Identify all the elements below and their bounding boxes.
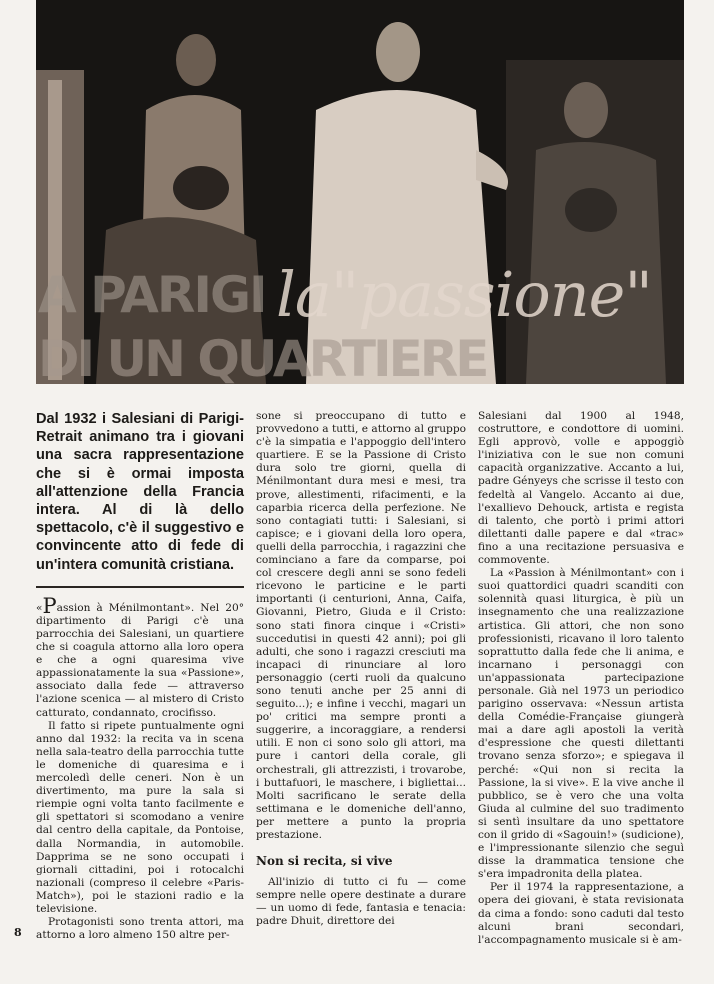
headline-part2: la"passione" (276, 258, 652, 331)
stage-photo (36, 0, 684, 384)
paragraph: «Passion à Ménilmontant». Nel 20° dipartimento di Parigi c'è una parrocchia dei Salesiani, un quartiere che si coagula attorno alla loro opera e che a ogni quaresima vive appassionatamente la sua «Passione», associato dalla fede — attraverso l'azione scenica — al mistero di Cristo catturato, condannato, crocifisso. (36, 593, 244, 719)
paragraph: Salesiani dal 1900 al 1948, costruttore, e condottore di uomini. Egli approvò, volle e appoggiò l'iniziativa con le sue non comuni capacità organizzative. Accanto a lui, padre Gényeys che scrisse il testo con fedeltà al Vangelo. Accanto ai due, l'exallievo Dehouck, artista e regista di talento, che portò i primi attori dilettanti dalle papere e dal «trac» fino a una recitazione persuasiva e commovente. (478, 410, 684, 567)
paragraph: sone si preoccupano di tutto e provvedono a tutti, e attorno al gruppo c'è la simpatia e l'appoggio dell'intero quartiere. E se la Passione di Cristo dura solo tre giorni, quella di Ménilmontant dura mesi e mesi, tra prove, allestimenti, rifacimenti, e la caparbia ricerca della perfezione. Ne sono contagiati tutti: i Salesiani, si capisce; e i giovani della loro opera, quelli della parrocchia, i ragazzini che cominciano a fare da comparse, poi col crescere degli anni se sono fedeli ricevono le particine e le parti importanti (i centurioni, Anna, Caifa, Giovanni, Pietro, Giuda e il Cristo: sono stati finora cinque i «Cristi» succedutisi in questi 42 anni); poi gli adulti, che sono i ragazzi cresciuti ma incapaci di rinunciare al loro personaggio (certi ruoli da qualcuno sono tenuti anche per 25 anni di seguito...); e infine i vecchi, magari un po' critici ma sempre pronti a suggerire, a incoraggiare, a rendersi utili. E non ci sono solo gli attori, ma pure i cantori della corale, gli orchestrali, gli attrezzisti, i trovarobe, i buttafuori, le maschere, i bigliettai... Molti sacrificano le serate della settimana e le domeniche dell'anno, per mettere a punto la propria prestazione. (256, 410, 466, 841)
column-3 (478, 410, 684, 947)
paragraph: Il fatto si ripete puntualmente ogni anno dal 1932: la recita va in scena nella sala-teatro della parrocchia tutte le domeniche di quaresima e i mercoledì delle ceneri. Non è un divertimento, ma pure la sala si riempie ogni volta tanto facilmente e gli spettatori si scomodano a venire dal centro della capitale, da Pontoise, dalla Normandia, in automobile. Dapprima se ne sono occupati i giornali cittadini, poi i rotocalchi nazionali (compreso il celebre «Paris-Match»), poi le stazioni radio e la televisione. (36, 719, 244, 915)
headline (36, 258, 684, 384)
paragraph: Protagonisti sono trenta attori, ma attorno a loro almeno 150 altre per- (36, 916, 244, 942)
section-heading: Non si recita, si vive (256, 854, 393, 869)
dropcap: P (42, 593, 57, 618)
column-2 (256, 410, 466, 929)
lead-paragraph: Dal 1932 i Salesiani di Parigi-Retrait animano tra i giovani una sacra rappresentazione che si è ormai imposta all'attenzione della Francia intera. Al di là dello spettacolo, c'è il suggestivo e convincente atto di fede di un'intera comunità cristiana. (36, 410, 244, 588)
paragraph: Per il 1974 la rappresentazione, a opera dei giovani, è stata revisionata da cima a fondo: sono caduti dal testo alcuni brani secondari, l'accompagnamento musicale si è am- (478, 881, 684, 946)
headline-part1: A PARIGI (38, 266, 266, 324)
paragraph: All'inizio di tutto ci fu — come sempre nelle opere destinate a durare — un uomo di fede, fantasia e tenacia: padre Dhuit, direttore dei (256, 876, 466, 928)
headline-part3: DI UN QUARTIERE (38, 330, 487, 384)
paragraph: La «Passion à Ménilmontant» con i suoi quattordici quadri scanditi con solennità quasi liturgica, è più un insegnamento che una realizzazione artistica. Gli attori, che non sono professionisti, ricavano il loro talento soprattutto dalla fede che li anima, e incarnano i personaggi con un'appassionata partecipazione personale. Già nel 1973 un periodico parigino osservava: «Nessun artista della Comédie-Française giungerà mai a dare agli apostoli la verità d'espressione che questi dilettanti trovano senza sforzo»; e spiegava il perché: «Qui non si recita la Passione, la si vive». E la vive anche il pubblico, se è vero che una volta Giuda al culmine del suo tradimento si sentì insultare da uno spettatore con il grido di «Sagouin!» (sudicione), e l'impressionante silenzio che seguì disse la drammatica tensione che s'era impadronita della platea. (478, 567, 684, 881)
column-1 (36, 410, 244, 942)
page-number: 8 (14, 926, 22, 939)
